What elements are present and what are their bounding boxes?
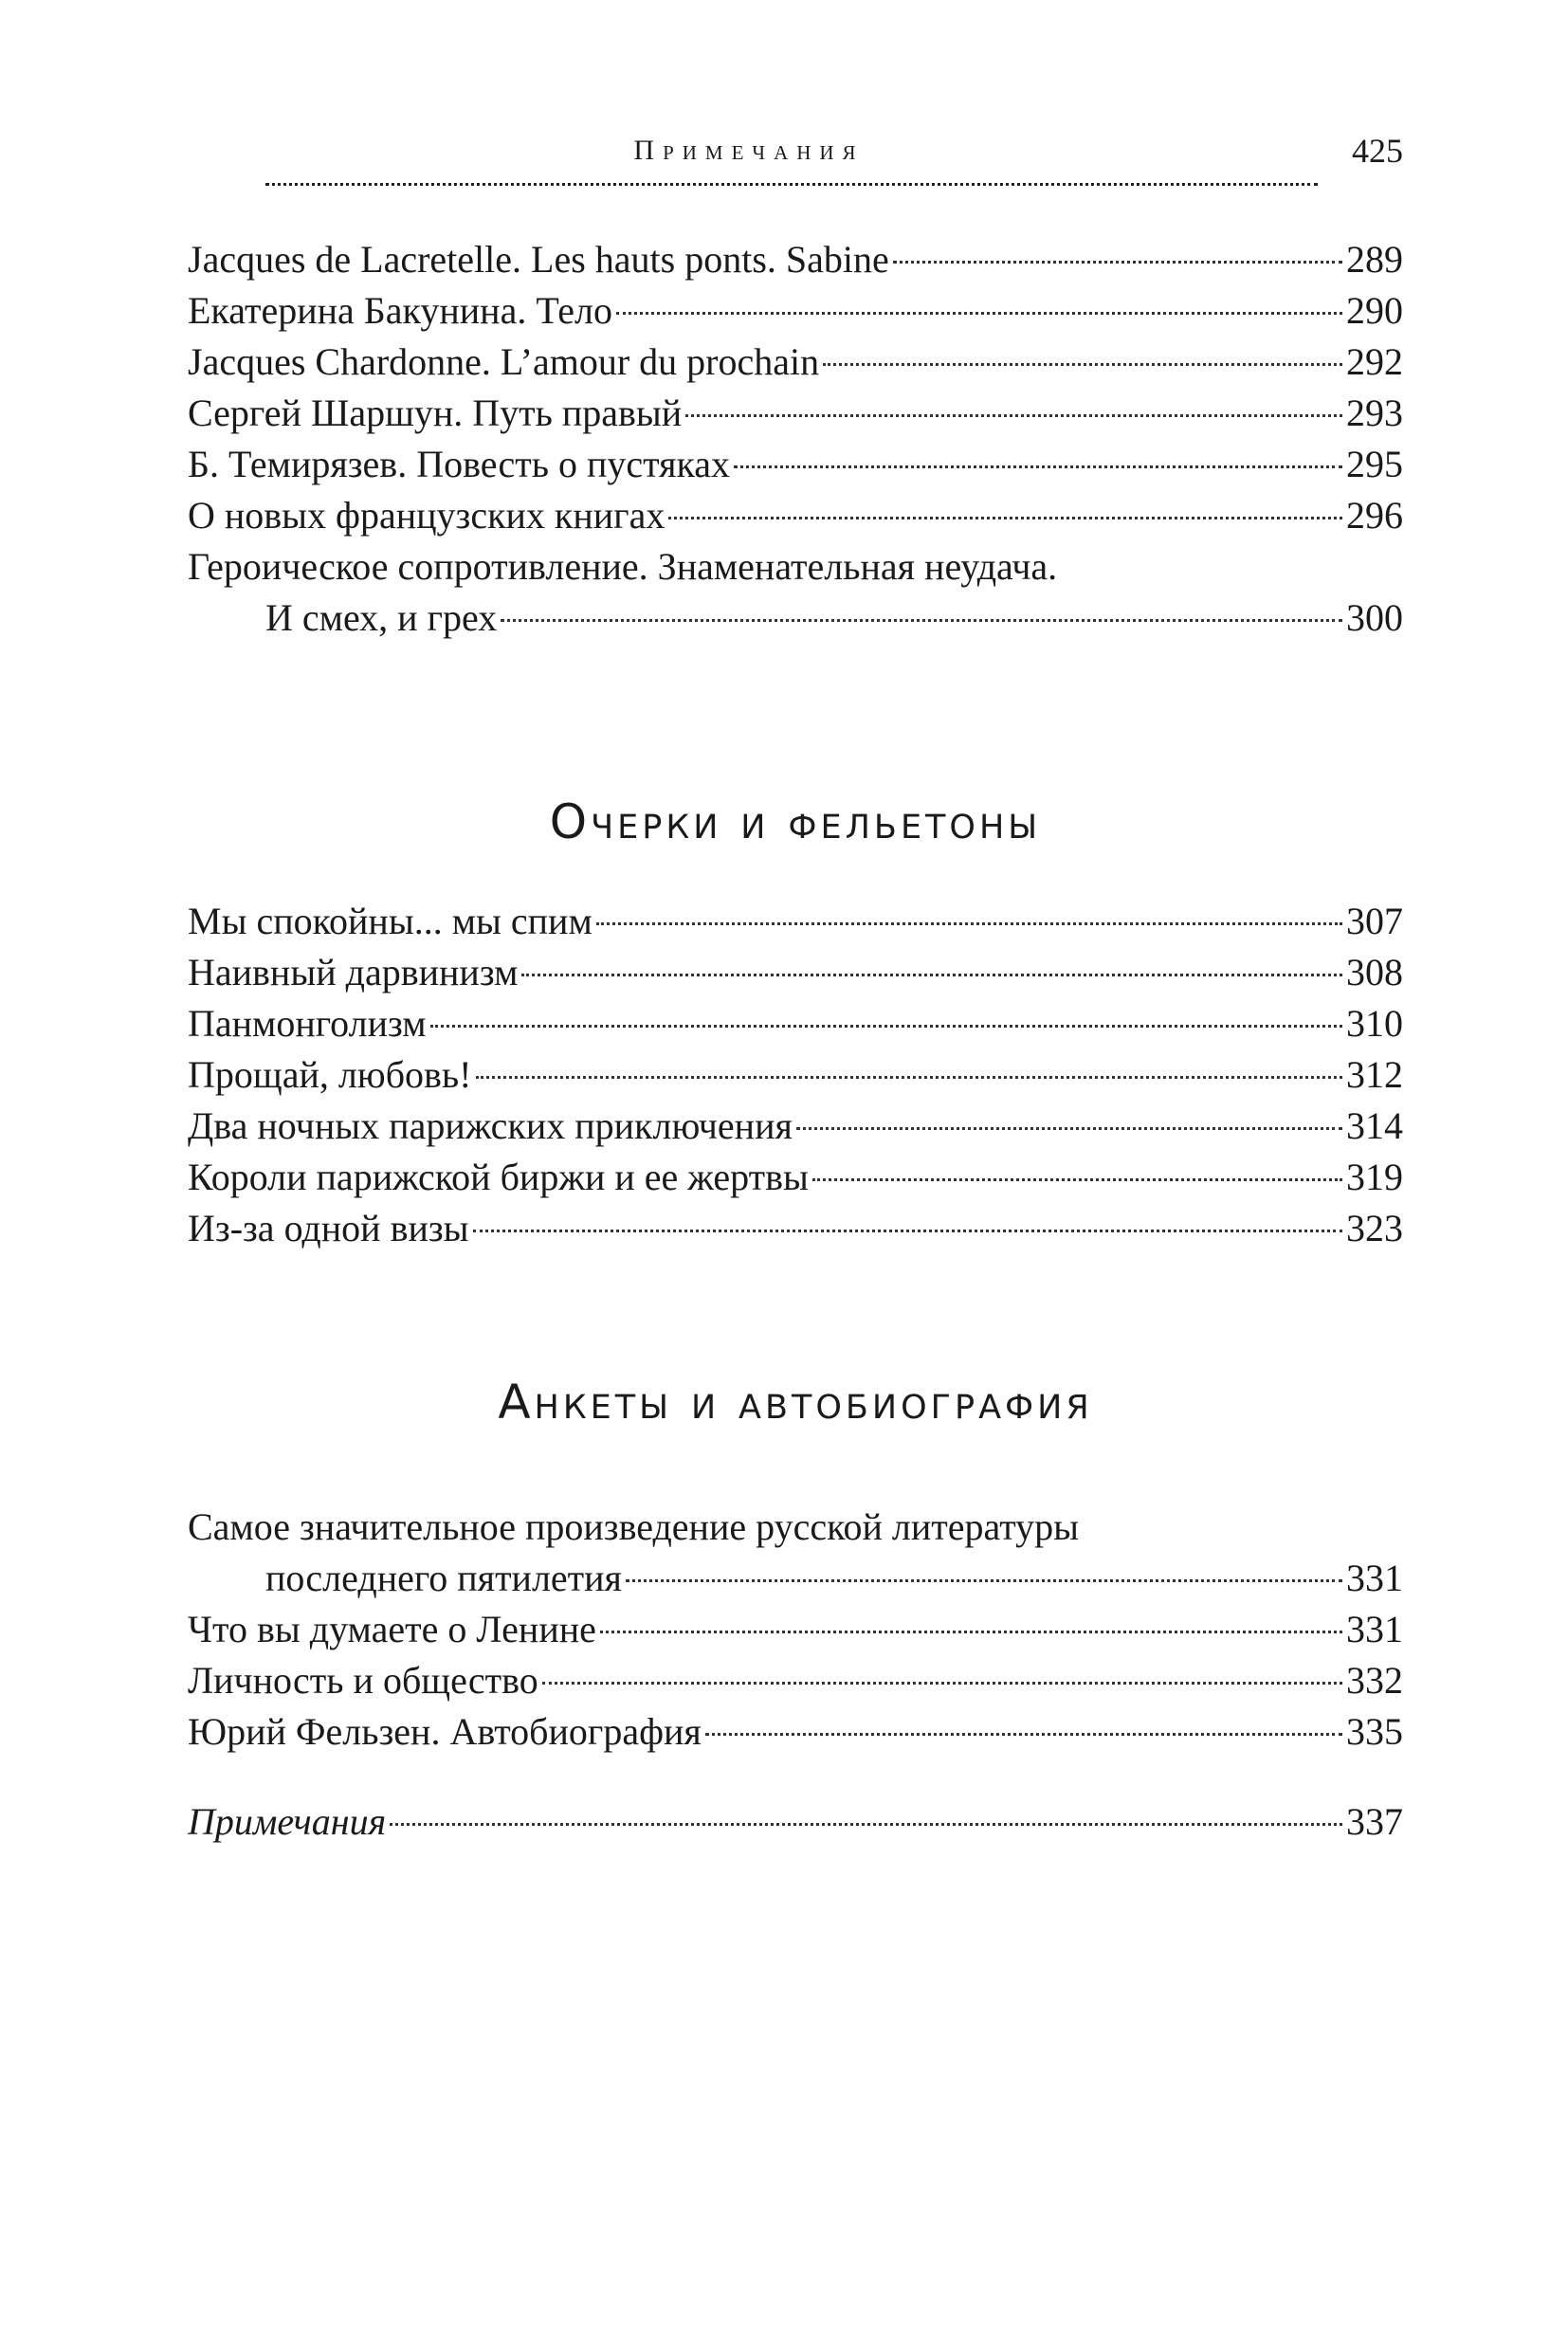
dot-leader bbox=[812, 1178, 1342, 1181]
toc-entry bbox=[188, 1152, 1403, 1203]
toc-entry-page: 307 bbox=[1346, 900, 1403, 942]
toc-entry-page: 312 bbox=[1346, 1053, 1403, 1096]
toc-entry-page: 293 bbox=[1346, 392, 1403, 434]
toc-entry bbox=[188, 1049, 1403, 1101]
toc-entry-title: Сергей Шаршун. Путь правый bbox=[188, 392, 683, 434]
toc-entry bbox=[188, 896, 1403, 947]
toc-entry bbox=[188, 234, 1403, 285]
toc-entry-title: Екатерина Бакунина. Тело bbox=[188, 289, 612, 332]
toc-entry bbox=[188, 1203, 1403, 1254]
toc-entry-title: Из-за одной визы bbox=[188, 1207, 469, 1249]
toc-entry-first-line bbox=[188, 541, 1403, 592]
toc-entry-title: Личность и общество bbox=[188, 1659, 538, 1702]
toc-entry-page: 331 bbox=[1346, 1608, 1403, 1650]
dot-leader bbox=[626, 1579, 1342, 1582]
toc-entry-title: последнего пятилетия bbox=[265, 1557, 622, 1599]
dot-leader bbox=[685, 414, 1342, 417]
toc-entry bbox=[188, 388, 1403, 439]
toc-entry-title: О новых французских книгах bbox=[188, 494, 665, 537]
toc-block-reviews bbox=[188, 234, 1403, 644]
toc-entry-page: 335 bbox=[1346, 1710, 1403, 1753]
toc-entry-title: Два ночных парижских приключения bbox=[188, 1104, 793, 1147]
toc-entry-page: 314 bbox=[1346, 1104, 1403, 1147]
dot-leader bbox=[823, 363, 1342, 366]
dot-leader bbox=[430, 1025, 1342, 1028]
toc-entry-title-line1: Героическое сопротивление. Знаменательная неудача. bbox=[188, 545, 1058, 588]
toc-entry-page: 289 bbox=[1346, 238, 1403, 281]
toc-entry bbox=[188, 439, 1403, 490]
running-title: Примечания bbox=[633, 135, 865, 166]
toc-entry bbox=[188, 1706, 1403, 1758]
toc-entry bbox=[188, 337, 1403, 388]
toc-entry-page: 295 bbox=[1346, 443, 1403, 485]
toc-entry-title: Прощай, любовь! bbox=[188, 1053, 472, 1096]
dot-leader bbox=[542, 1682, 1342, 1685]
toc-entry-title: Наивный дарвинизм bbox=[188, 951, 519, 993]
running-head bbox=[190, 131, 1403, 178]
toc-entry bbox=[188, 592, 1403, 644]
toc-entry-page: 323 bbox=[1346, 1207, 1403, 1249]
toc-entry-title: Jacques Chardonne. L’amour du prochain bbox=[188, 340, 820, 383]
toc-entry-notes bbox=[188, 1796, 1403, 1848]
dot-leader bbox=[476, 1076, 1343, 1079]
section-heading-essays: Очерки и фельетоны bbox=[549, 794, 1042, 849]
toc-entry-page: 296 bbox=[1346, 494, 1403, 537]
toc-entry bbox=[188, 1655, 1403, 1706]
toc-block-essays bbox=[188, 896, 1403, 1254]
toc-entry bbox=[188, 285, 1403, 337]
header-dotted-rule bbox=[265, 183, 1318, 186]
toc-entry bbox=[188, 998, 1403, 1049]
toc-entry bbox=[188, 1604, 1403, 1655]
toc-entry bbox=[188, 1101, 1403, 1152]
dot-leader bbox=[893, 261, 1342, 264]
dot-leader bbox=[616, 312, 1342, 315]
toc-block-questionnaires bbox=[188, 1502, 1403, 1758]
dot-leader bbox=[521, 974, 1342, 976]
dot-leader bbox=[734, 465, 1342, 468]
toc-entry-page: 292 bbox=[1346, 340, 1403, 383]
toc-entry-page: 308 bbox=[1346, 951, 1403, 993]
dot-leader bbox=[596, 922, 1342, 925]
dot-leader bbox=[600, 1631, 1342, 1633]
dot-leader bbox=[796, 1127, 1342, 1130]
page-number: 425 bbox=[1352, 132, 1403, 170]
toc-entry-page: 337 bbox=[1346, 1800, 1403, 1843]
dot-leader bbox=[668, 517, 1342, 519]
toc-entry-page: 331 bbox=[1346, 1557, 1403, 1599]
toc-entry bbox=[188, 490, 1403, 541]
toc-entry-page: 332 bbox=[1346, 1659, 1403, 1702]
section-heading-questionnaires: Анкеты и автобиография bbox=[498, 1375, 1093, 1430]
toc-block-notes bbox=[188, 1796, 1403, 1848]
toc-entry bbox=[188, 1553, 1403, 1604]
toc-entry-title: Б. Темирязев. Повесть о пустяках bbox=[188, 443, 731, 485]
dot-leader bbox=[473, 1230, 1342, 1232]
toc-entry bbox=[188, 947, 1403, 998]
dot-leader bbox=[501, 619, 1342, 622]
toc-entry-title-line1: Самое значительное произведение русской литературы bbox=[188, 1505, 1080, 1548]
toc-entry-first-line bbox=[188, 1502, 1403, 1553]
toc-entry-page: 319 bbox=[1346, 1156, 1403, 1198]
toc-entry-page: 290 bbox=[1346, 289, 1403, 332]
toc-entry-page: 300 bbox=[1346, 596, 1403, 639]
toc-entry-title: Мы спокойны... мы спим bbox=[188, 900, 593, 942]
dot-leader bbox=[390, 1823, 1342, 1826]
toc-entry-title: Панмонголизм bbox=[188, 1002, 427, 1045]
toc-entry-title: И смех, и грех bbox=[265, 596, 498, 639]
toc-entry-title: Юрий Фельзен. Автобиография bbox=[188, 1710, 702, 1753]
toc-entry-title: Короли парижской биржи и ее жертвы bbox=[188, 1156, 809, 1198]
dot-leader bbox=[705, 1733, 1342, 1736]
toc-entry-title: Что вы думаете о Ленине bbox=[188, 1608, 596, 1650]
toc-entry-page: 310 bbox=[1346, 1002, 1403, 1045]
toc-entry-title: Jacques de Lacretelle. Les hauts ponts. Sabine bbox=[188, 238, 889, 281]
toc-entry-title: Примечания bbox=[188, 1800, 387, 1843]
